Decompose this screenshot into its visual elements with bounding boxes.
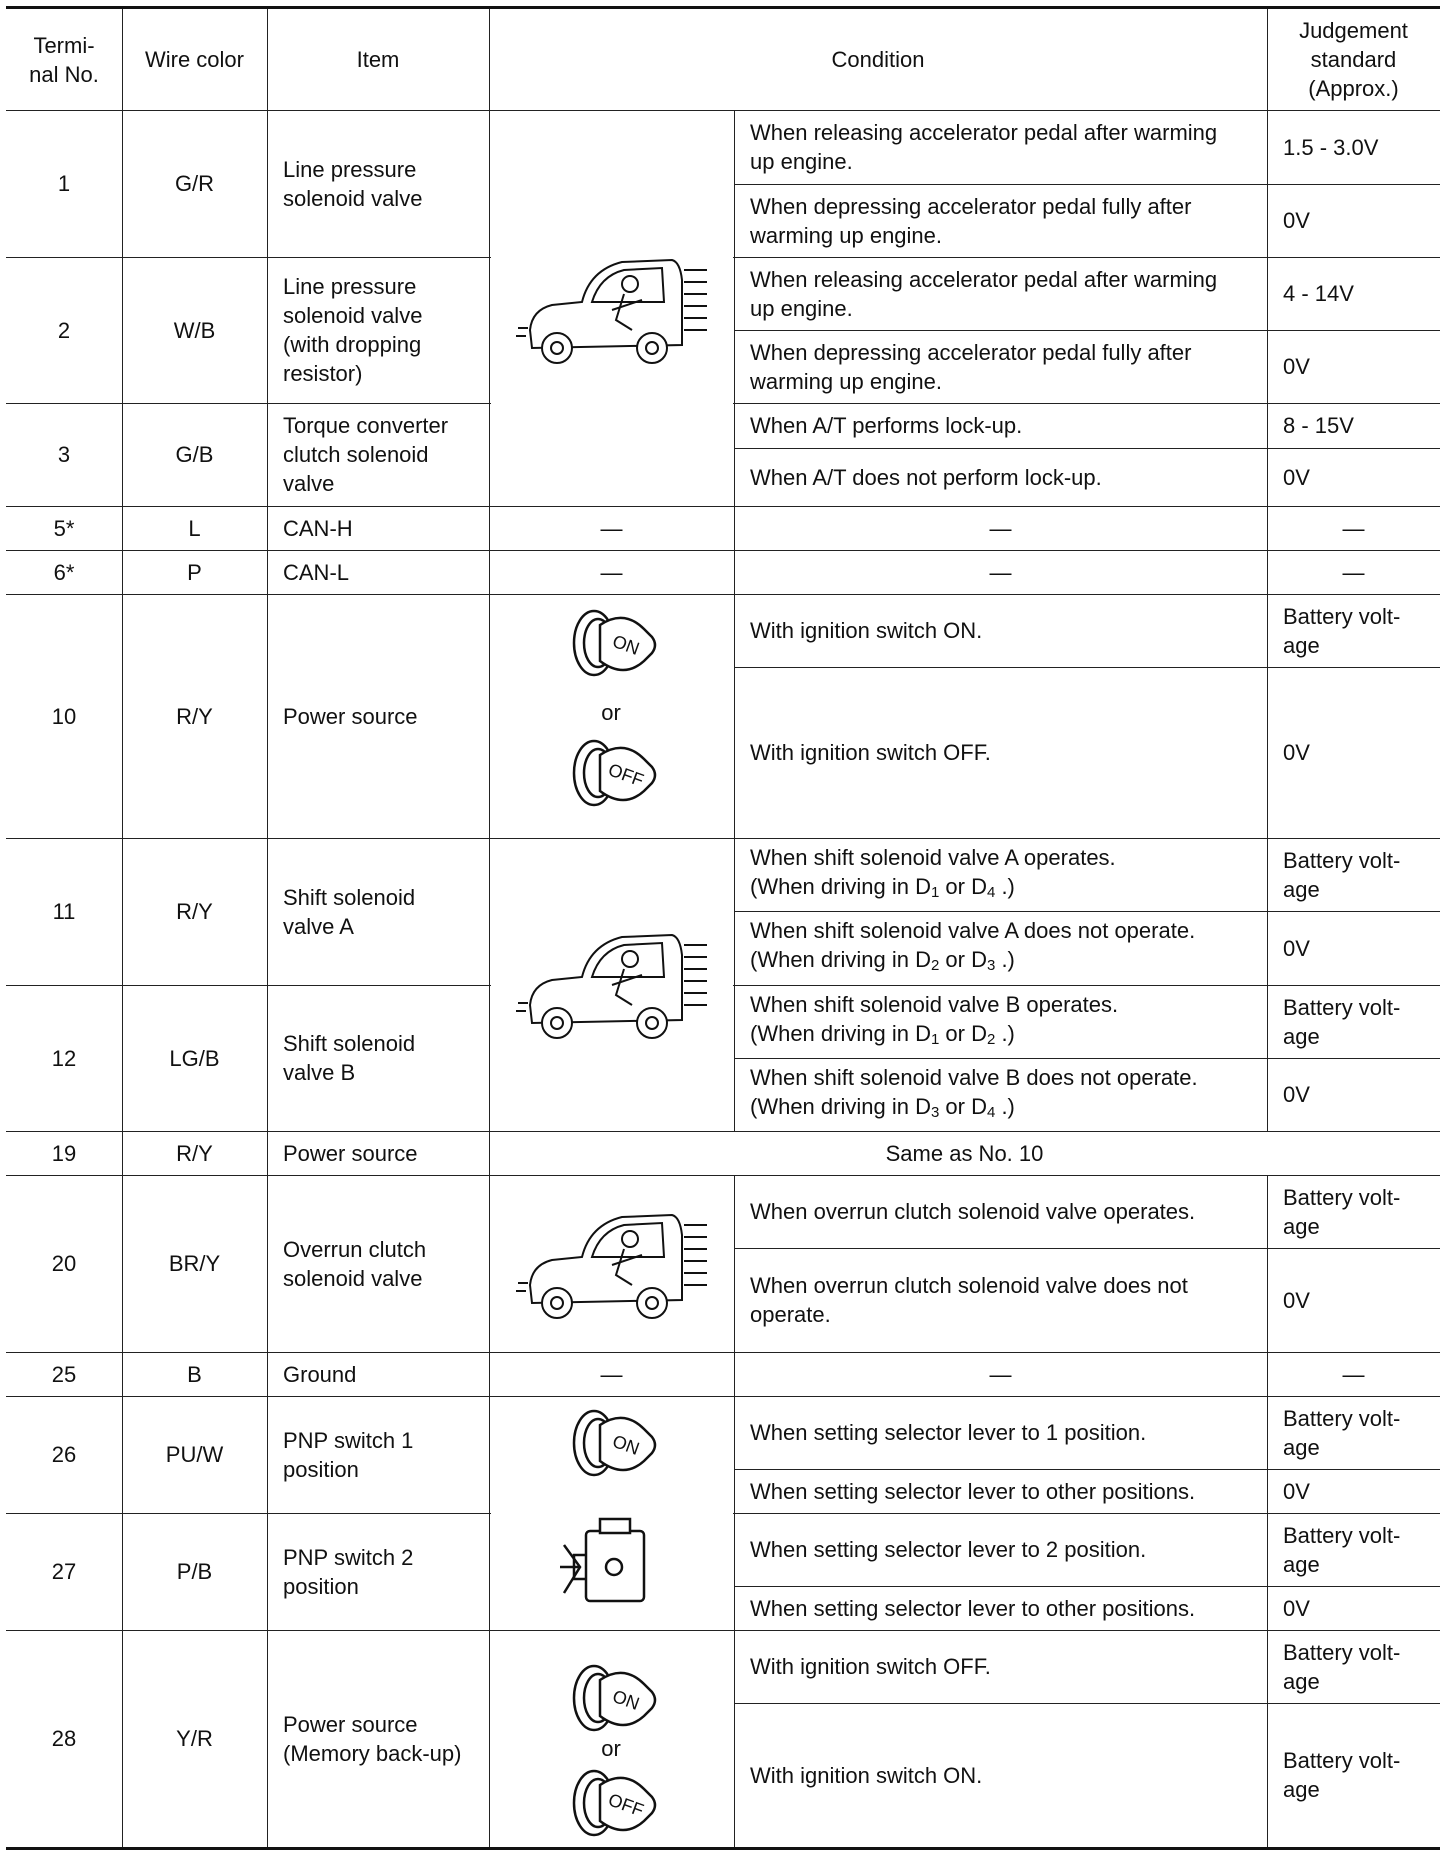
column-divider: [1267, 9, 1268, 110]
terminal-no-text: 11: [52, 899, 76, 924]
ignition-key-off-icon: [568, 1765, 663, 1845]
or-label: or: [601, 700, 621, 725]
condition-text: [734, 1586, 1267, 1630]
terminal-no: [6, 1352, 122, 1396]
svg-text:ON: ON: [609, 1430, 643, 1460]
gear-subscript: 2: [930, 957, 940, 974]
terminal-no: [6, 594, 122, 838]
engine-icon: [558, 1515, 658, 1610]
column-divider: [489, 403, 490, 506]
header-judgement: Judgement standard (Approx.): [1299, 18, 1408, 101]
condition-dash-text: —: [989, 1361, 1012, 1387]
judgement-value-text: 0V: [1283, 1595, 1310, 1621]
judgement-value: [1267, 257, 1440, 330]
condition-text: [734, 184, 1267, 257]
condition-icon-dash-text: —: [600, 1361, 623, 1387]
wire-color: [122, 403, 267, 506]
item-name-text: Power source: [283, 703, 418, 729]
terminal-no-text: 10: [51, 703, 77, 729]
condition-text: [734, 667, 1267, 838]
wire-color-text: PU/W: [165, 1442, 224, 1467]
condition-text-text: When A/T does not perform lock-up.: [750, 464, 1102, 490]
gear-subscript: 4: [986, 883, 996, 901]
judgement-value-text: Battery volt- age: [1283, 994, 1401, 1049]
item-name-text: CAN-L: [283, 559, 350, 585]
judgement-value-text: Battery volt- age: [1283, 1639, 1401, 1694]
condition-text: [734, 1513, 1267, 1586]
merged-cell-cover: [491, 401, 733, 406]
condition-text-text: With ignition switch ON.: [750, 1762, 983, 1788]
condition-text-text: With ignition switch ON.: [750, 618, 983, 643]
item-name: [267, 1175, 489, 1352]
terminal-no: [6, 403, 122, 506]
condition-text: [734, 594, 1267, 667]
column-divider: [122, 9, 123, 110]
condition-icon-dash-text: —: [600, 559, 623, 585]
condition-dash-text: —: [989, 559, 1012, 585]
judgement-value-text: Battery volt- age: [1283, 1405, 1401, 1460]
svg-text:OFF: OFF: [605, 759, 647, 791]
judgement-value-text: Battery volt- age: [1283, 1522, 1401, 1577]
condition-text-text: When shift solenoid valve A does not operate. (When driving in $D_2$ or $D_3$ .): [750, 918, 1196, 974]
item-name-text: Shift solenoid valve B: [283, 1031, 416, 1085]
ignition-key-off-icon: [568, 735, 663, 825]
condition-text: [734, 403, 1267, 448]
header-terminal: Termi- nal No.: [29, 32, 99, 87]
item-name: [267, 550, 489, 594]
judgement-value-text: Battery volt- age: [1283, 603, 1401, 658]
judgement-value: [1267, 1703, 1440, 1847]
condition-text: [734, 1469, 1267, 1513]
terminal-no-text: 1: [57, 171, 71, 196]
terminal-no-text: 3: [57, 442, 71, 467]
wire-color-text: G/B: [175, 442, 214, 467]
car-driving-icon: [512, 1205, 717, 1330]
judgement-value: [1267, 1175, 1440, 1248]
wire-color: [122, 1175, 267, 1352]
car-driving-icon: [512, 925, 717, 1050]
item-name-text: Torque converter clutch solenoid valve: [283, 413, 449, 496]
condition-text: [734, 1175, 1267, 1248]
or-label: or: [601, 1736, 621, 1761]
item-name: [267, 1131, 489, 1175]
item-name-text: CAN-H: [283, 515, 353, 541]
judgement-value: [1267, 1513, 1440, 1586]
condition-text-text: When releasing accelerator pedal after warming up engine.: [750, 266, 1218, 321]
wire-color-text: B: [187, 1361, 202, 1387]
wire-color: [122, 985, 267, 1131]
wire-color: [122, 257, 267, 403]
terminal-no: [6, 257, 122, 403]
terminal-no-text: 12: [51, 1045, 77, 1071]
condition-icon-dash: [489, 506, 734, 550]
judgement-value: [1267, 448, 1440, 506]
condition-icon-dash: [489, 1352, 734, 1396]
item-name-text: Line pressure solenoid valve (with dropping resistor): [283, 274, 423, 386]
condition-icon-dash: [489, 550, 734, 594]
condition-text: [734, 985, 1267, 1058]
condition-text: [734, 1630, 1267, 1703]
gear-subscript: 1: [930, 1030, 940, 1048]
judgement-value-text: 8 - 15V: [1283, 413, 1354, 438]
terminal-no: [6, 110, 122, 257]
judgement-dash: [1267, 1352, 1440, 1396]
wire-color-text: R/Y: [176, 703, 213, 729]
judgement-value-text: 0V: [1283, 354, 1310, 379]
judgement-value: [1267, 403, 1440, 448]
table-bottom-rule: [6, 1847, 1440, 1850]
item-name-text: PNP switch 1 position: [283, 1427, 414, 1482]
item-name-text: Overrun clutch solenoid valve: [283, 1236, 427, 1291]
column-divider: [489, 1396, 490, 1513]
condition-text-text: When setting selector lever to 1 position.: [750, 1420, 1147, 1445]
condition-text: [734, 257, 1267, 330]
terminal-no-text: 26: [51, 1442, 77, 1467]
wire-color: [122, 506, 267, 550]
condition-text: [734, 1703, 1267, 1847]
judgement-value-text: 0V: [1283, 1478, 1310, 1504]
column-divider: [489, 110, 490, 257]
item-name: [267, 110, 489, 257]
item-name-text: Power source: [283, 1140, 418, 1166]
judgement-value: [1267, 1058, 1440, 1131]
judgement-value: [1267, 985, 1440, 1058]
same-as-note-text: Same as No. 10: [885, 1140, 1044, 1166]
terminal-no-text: 20: [51, 1251, 77, 1276]
judgement-value-text: Battery volt- age: [1283, 847, 1401, 902]
column-divider: [489, 1175, 490, 1352]
wire-color: [122, 594, 267, 838]
column-divider: [489, 257, 490, 403]
judgement-value: [1267, 1396, 1440, 1469]
wire-color: [122, 550, 267, 594]
judgement-dash: [1267, 506, 1440, 550]
condition-text-text: When shift solenoid valve B does not operate. (When driving in $D_3$ or $D_4$ .): [750, 1064, 1198, 1121]
svg-text:ON: ON: [609, 1685, 643, 1715]
item-name-text: Line pressure solenoid valve: [283, 156, 423, 211]
terminal-no: [6, 838, 122, 985]
judgement-value: [1267, 184, 1440, 257]
condition-text: [734, 448, 1267, 506]
condition-text: [734, 1396, 1267, 1469]
condition-text-text: When depressing accelerator pedal fully after warming up engine.: [750, 339, 1192, 394]
judgement-value: [1267, 667, 1440, 838]
column-divider: [489, 594, 490, 838]
wire-color-text: P: [187, 559, 202, 585]
item-name: [267, 838, 489, 985]
judgement-value-text: 0V: [1283, 740, 1310, 765]
judgement-value: [1267, 110, 1440, 184]
condition-text-text: When overrun clutch solenoid valve operates.: [750, 1199, 1196, 1224]
wire-color: [122, 1131, 267, 1175]
condition-text-text: When A/T performs lock-up.: [750, 413, 1023, 438]
item-name: [267, 506, 489, 550]
item-name: [267, 1630, 489, 1847]
terminal-no: [6, 1396, 122, 1513]
judgement-dash: [1267, 550, 1440, 594]
column-divider: [489, 838, 490, 985]
terminal-no-text: 28: [51, 1726, 77, 1751]
item-name: [267, 1352, 489, 1396]
judgement-value-text: 0V: [1283, 1082, 1310, 1107]
wire-color-text: LG/B: [169, 1045, 220, 1071]
ignition-key-on-icon: [568, 1405, 663, 1495]
item-name: [267, 1396, 489, 1513]
gear-subscript: 3: [986, 957, 996, 974]
condition-dash: [734, 1352, 1267, 1396]
svg-text:OFF: OFF: [605, 1789, 647, 1821]
terminal-no: [6, 1630, 122, 1847]
condition-text: [734, 838, 1267, 911]
condition-text: [734, 110, 1267, 184]
condition-text-text: When shift solenoid valve B operates. (When driving in $D_1$ or $D_2$ .): [750, 991, 1119, 1048]
item-name: [267, 403, 489, 506]
terminal-no-text: 2: [57, 317, 71, 343]
condition-text: [734, 1058, 1267, 1131]
condition-text: [734, 911, 1267, 985]
condition-text-text: When depressing accelerator pedal fully after warming up engine.: [750, 193, 1192, 248]
condition-text-text: When setting selector lever to other positions.: [750, 1595, 1196, 1621]
condition-icon-dash-text: —: [600, 515, 623, 541]
judgement-value: [1267, 1248, 1440, 1352]
item-name: [267, 594, 489, 838]
wire-color-text: BR/Y: [168, 1251, 221, 1276]
terminal-no-text: 5*: [53, 515, 75, 541]
judgement-value: [1267, 330, 1440, 403]
terminal-no-text: 19: [51, 1140, 77, 1166]
terminal-no-text: 6*: [53, 559, 75, 585]
condition-text-text: With ignition switch OFF.: [750, 740, 991, 765]
car-driving-icon: [512, 250, 717, 375]
wire-color: [122, 838, 267, 985]
wire-color-text: R/Y: [176, 899, 213, 924]
gear-subscript: 4: [986, 1103, 996, 1121]
wire-color-text: G/R: [174, 171, 215, 196]
judgement-value: [1267, 594, 1440, 667]
condition-dash: [734, 550, 1267, 594]
item-name-text: Ground: [283, 1361, 357, 1387]
ignition-key-on-icon: [568, 605, 663, 695]
column-divider: [489, 1513, 490, 1630]
wire-color: [122, 1396, 267, 1513]
gear-subscript: 2: [986, 1030, 996, 1048]
terminal-no: [6, 1175, 122, 1352]
wire-color-text: R/Y: [176, 1140, 213, 1166]
column-divider: [489, 985, 490, 1131]
condition-text-text: When overrun clutch solenoid valve does not operate.: [750, 1273, 1188, 1327]
judgement-value-text: 0V: [1283, 464, 1310, 490]
condition-text-text: When shift solenoid valve A operates. (When driving in $D_1$ or $D_4$ .): [750, 844, 1116, 901]
wire-color-text: L: [188, 515, 201, 541]
wire-color-text: P/B: [176, 1559, 213, 1584]
terminal-no: [6, 985, 122, 1131]
column-divider: [489, 9, 490, 110]
condition-text-text: When setting selector lever to 2 position.: [750, 1537, 1147, 1562]
judgement-value-text: 0V: [1283, 1287, 1310, 1313]
judgement-value-text: 0V: [1283, 935, 1310, 961]
header-wire-color: Wire color: [144, 47, 244, 72]
wire-color: [122, 1513, 267, 1630]
svg-text:ON: ON: [609, 630, 643, 660]
judgement-value: [1267, 1469, 1440, 1513]
condition-text-text: With ignition switch OFF.: [750, 1654, 991, 1679]
judgement-value-text: Battery volt- age: [1283, 1184, 1401, 1239]
judgement-value: [1267, 1630, 1440, 1703]
terminal-no: [6, 550, 122, 594]
same-as-note: [489, 1131, 1440, 1175]
wire-color: [122, 1630, 267, 1847]
judgement-value-text: 0V: [1283, 208, 1310, 233]
terminal-no-text: 27: [51, 1559, 77, 1584]
header-condition: Condition: [831, 47, 925, 72]
judgement-value: [1267, 911, 1440, 985]
item-name: [267, 985, 489, 1131]
column-divider: [267, 9, 268, 110]
judgement-value: [1267, 1586, 1440, 1630]
condition-text-text: When releasing accelerator pedal after warming up engine.: [750, 120, 1218, 174]
wire-color-text: Y/R: [176, 1726, 213, 1751]
item-name-text: Shift solenoid valve A: [283, 884, 416, 939]
terminal-no: [6, 506, 122, 550]
header-item: Item: [356, 47, 400, 72]
terminal-no: [6, 1131, 122, 1175]
gear-subscript: 1: [930, 883, 940, 901]
item-name-text: PNP switch 2 position: [283, 1544, 414, 1599]
terminal-no: [6, 1513, 122, 1630]
item-name-text: Power source (Memory back-up): [283, 1711, 462, 1766]
wire-color: [122, 1352, 267, 1396]
condition-text-text: When setting selector lever to other positions.: [750, 1478, 1196, 1504]
item-name: [267, 1513, 489, 1630]
condition-dash-text: —: [989, 515, 1012, 541]
judgement-dash-text: —: [1342, 515, 1365, 541]
gear-subscript: 3: [930, 1103, 940, 1121]
condition-text: [734, 330, 1267, 403]
judgement-value-text: 1.5 - 3.0V: [1283, 134, 1379, 160]
item-name: [267, 257, 489, 403]
column-divider: [489, 1630, 490, 1847]
judgement-value-text: 4 - 14V: [1283, 281, 1354, 306]
judgement-value-text: Battery volt- age: [1283, 1748, 1401, 1802]
judgement-dash-text: —: [1342, 1361, 1365, 1387]
wire-color: [122, 110, 267, 257]
judgement-dash-text: —: [1342, 559, 1365, 585]
judgement-value: [1267, 838, 1440, 911]
terminal-no-text: 25: [51, 1361, 77, 1387]
wire-color-text: W/B: [173, 317, 216, 343]
condition-dash: [734, 506, 1267, 550]
condition-text: [734, 1248, 1267, 1352]
